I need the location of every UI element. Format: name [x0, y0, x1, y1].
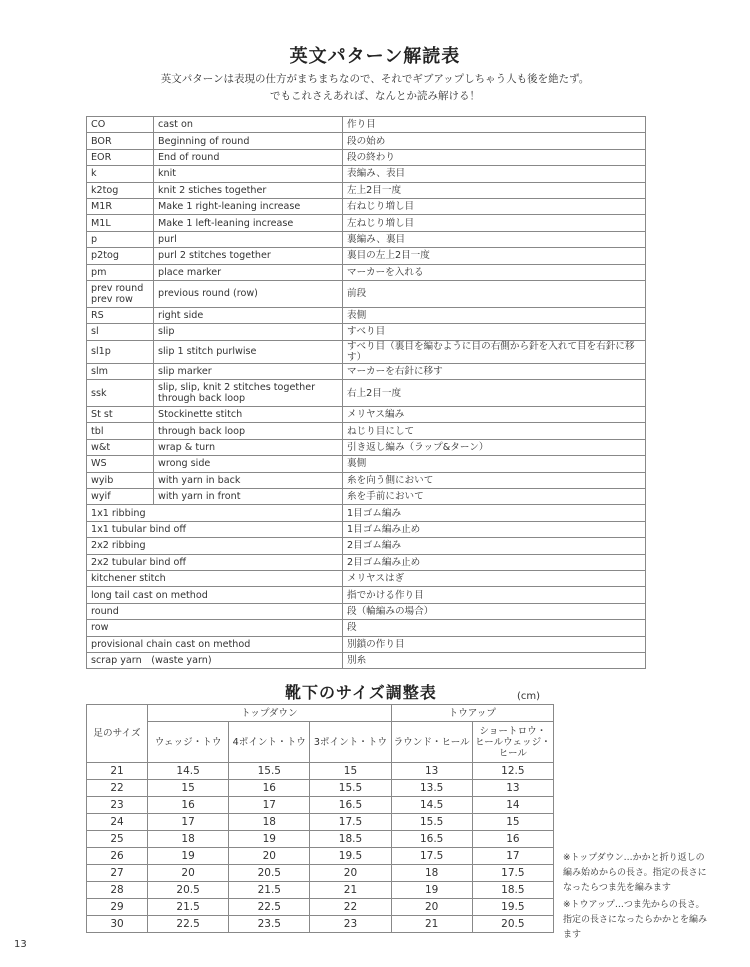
- pattern-abbr: w&t: [87, 439, 154, 455]
- length-cell: 23: [310, 916, 391, 933]
- pattern-abbr: EOR: [87, 149, 154, 165]
- pattern-row: [87, 248, 646, 264]
- pattern-japanese: 前段: [343, 280, 646, 307]
- pattern-abbr: k2tog: [87, 182, 154, 198]
- size-column-header: 3ポイント・トウ: [310, 722, 391, 763]
- pattern-english: slip marker: [154, 363, 343, 379]
- pattern-japanese: 裏側: [343, 456, 646, 472]
- shoe-size-cell: 29: [87, 899, 148, 916]
- pattern-english: slip 1 stitch purlwise: [154, 340, 343, 363]
- pattern-row: [87, 340, 646, 363]
- pattern-japanese: すべり目: [343, 324, 646, 340]
- length-cell: 18: [229, 814, 310, 831]
- pattern-abbr: M1L: [87, 215, 154, 231]
- pattern-japanese: 左ねじり増し目: [343, 215, 646, 231]
- length-cell: 23.5: [229, 916, 310, 933]
- pattern-japanese: すべり目（裏目を編むように目の右側から針を入れて目を右針に移す）: [343, 340, 646, 363]
- pattern-term: kitchener stitch: [87, 570, 343, 586]
- note-toe-up: ※トウアップ…つま先からの長さ。指定の長さになったらかかとを編みます: [563, 900, 708, 940]
- size-row: [87, 848, 554, 865]
- shoe-size-cell: 27: [87, 865, 148, 882]
- pattern-japanese: 段: [343, 620, 646, 636]
- length-cell: 19: [148, 848, 229, 865]
- length-cell: 16: [148, 797, 229, 814]
- pattern-term: provisional chain cast on method: [87, 636, 343, 652]
- length-cell: 14.5: [148, 763, 229, 780]
- length-cell: 16: [472, 831, 553, 848]
- pattern-english: slip, slip, knit 2 stitches together through back loop: [154, 380, 343, 407]
- pattern-japanese: 表編み、表目: [343, 166, 646, 182]
- pattern-japanese: 左上2目一度: [343, 182, 646, 198]
- page-number: 13: [14, 939, 27, 950]
- pattern-term: scrap yarn (waste yarn): [87, 652, 343, 668]
- size-row: [87, 831, 554, 848]
- length-cell: 16.5: [391, 831, 472, 848]
- pattern-english: place marker: [154, 264, 343, 280]
- pattern-row: [87, 423, 646, 439]
- length-cell: 21: [310, 882, 391, 899]
- pattern-row: [87, 149, 646, 165]
- size-column-header: 4ポイント・トウ: [229, 722, 310, 763]
- pattern-row: [87, 363, 646, 379]
- pattern-japanese: 段の終わり: [343, 149, 646, 165]
- pattern-row: [87, 117, 646, 133]
- pattern-english: Make 1 right-leaning increase: [154, 198, 343, 214]
- length-cell: 17: [229, 797, 310, 814]
- pattern-row: [87, 603, 646, 619]
- pattern-abbr: slm: [87, 363, 154, 379]
- size-row: [87, 899, 554, 916]
- pattern-english: knit 2 stiches together: [154, 182, 343, 198]
- size-column-header: ウェッジ・トウ: [148, 722, 229, 763]
- length-cell: 20.5: [229, 865, 310, 882]
- pattern-row: [87, 554, 646, 570]
- length-cell: 18.5: [310, 831, 391, 848]
- length-cell: 17.5: [472, 865, 553, 882]
- group-toe-up: トウアップ: [391, 705, 553, 722]
- pattern-row: [87, 407, 646, 423]
- pattern-row: [87, 198, 646, 214]
- length-cell: 19: [229, 831, 310, 848]
- length-cell: 13: [391, 763, 472, 780]
- shoe-size-cell: 21: [87, 763, 148, 780]
- pattern-abbr: prev round prev row: [87, 280, 154, 307]
- size-row: [87, 780, 554, 797]
- pattern-row: [87, 215, 646, 231]
- pattern-row: [87, 380, 646, 407]
- pattern-term: round: [87, 603, 343, 619]
- length-cell: 22: [310, 899, 391, 916]
- pattern-japanese: 引き返し編み（ラップ&ターン）: [343, 439, 646, 455]
- pattern-term: 1x1 tubular bind off: [87, 521, 343, 537]
- pattern-english: with yarn in front: [154, 489, 343, 505]
- length-cell: 18: [148, 831, 229, 848]
- length-cell: 16.5: [310, 797, 391, 814]
- pattern-row: [87, 133, 646, 149]
- length-cell: 18: [391, 865, 472, 882]
- pattern-english: wrong side: [154, 456, 343, 472]
- pattern-abbr: M1R: [87, 198, 154, 214]
- shoe-size-cell: 25: [87, 831, 148, 848]
- pattern-abbr: p: [87, 231, 154, 247]
- size-column-header: ラウンド・ヒール: [391, 722, 472, 763]
- length-cell: 13: [472, 780, 553, 797]
- shoe-size-cell: 26: [87, 848, 148, 865]
- length-cell: 17: [148, 814, 229, 831]
- pattern-row: [87, 587, 646, 603]
- size-table-unit: (cm): [517, 691, 541, 702]
- pattern-japanese: 糸を向う側において: [343, 472, 646, 488]
- pattern-japanese: 別鎖の作り目: [343, 636, 646, 652]
- pattern-abbr: WS: [87, 456, 154, 472]
- pattern-japanese: 糸を手前において: [343, 489, 646, 505]
- pattern-row: [87, 472, 646, 488]
- size-row: [87, 814, 554, 831]
- size-row: [87, 882, 554, 899]
- length-cell: 20: [229, 848, 310, 865]
- pattern-abbr: RS: [87, 307, 154, 323]
- pattern-row: [87, 489, 646, 505]
- length-cell: 19.5: [310, 848, 391, 865]
- pattern-japanese: 1目ゴム編み止め: [343, 521, 646, 537]
- pattern-row: [87, 166, 646, 182]
- pattern-row: [87, 538, 646, 554]
- pattern-japanese: メリヤスはぎ: [343, 570, 646, 586]
- pattern-row: [87, 456, 646, 472]
- pattern-term: long tail cast on method: [87, 587, 343, 603]
- pattern-japanese: 1目ゴム編み: [343, 505, 646, 521]
- length-cell: 15: [148, 780, 229, 797]
- size-table-group-row: [87, 705, 554, 722]
- pattern-row: [87, 505, 646, 521]
- pattern-japanese: 2目ゴム編み止め: [343, 554, 646, 570]
- pattern-japanese: マーカーを右針に移す: [343, 363, 646, 379]
- pattern-abbr: St st: [87, 407, 154, 423]
- pattern-term: 2x2 ribbing: [87, 538, 343, 554]
- pattern-table: [86, 116, 646, 669]
- pattern-row: [87, 324, 646, 340]
- length-cell: 15.5: [391, 814, 472, 831]
- length-cell: 14.5: [391, 797, 472, 814]
- shoe-size-cell: 23: [87, 797, 148, 814]
- pattern-japanese: 表側: [343, 307, 646, 323]
- length-cell: 22.5: [229, 899, 310, 916]
- shoe-size-header: 足のサイズ: [87, 705, 148, 763]
- length-cell: 17.5: [391, 848, 472, 865]
- length-cell: 20.5: [148, 882, 229, 899]
- pattern-abbr: pm: [87, 264, 154, 280]
- shoe-size-cell: 22: [87, 780, 148, 797]
- size-row: [87, 865, 554, 882]
- pattern-japanese: 裏目の左上2目一度: [343, 248, 646, 264]
- pattern-english: previous round (row): [154, 280, 343, 307]
- pattern-english: through back loop: [154, 423, 343, 439]
- pattern-abbr: sl: [87, 324, 154, 340]
- length-cell: 20: [310, 865, 391, 882]
- pattern-row: [87, 280, 646, 307]
- pattern-english: purl 2 stitches together: [154, 248, 343, 264]
- pattern-abbr: CO: [87, 117, 154, 133]
- length-cell: 19.5: [472, 899, 553, 916]
- pattern-japanese: 別糸: [343, 652, 646, 668]
- size-row: [87, 916, 554, 933]
- pattern-japanese: メリヤス編み: [343, 407, 646, 423]
- pattern-row: [87, 307, 646, 323]
- pattern-abbr: k: [87, 166, 154, 182]
- pattern-abbr: wyif: [87, 489, 154, 505]
- size-table-title: 靴下のサイズ調整表: [285, 683, 437, 702]
- pattern-english: Beginning of round: [154, 133, 343, 149]
- pattern-japanese: 指でかける作り目: [343, 587, 646, 603]
- pattern-japanese: 2目ゴム編み: [343, 538, 646, 554]
- length-cell: 12.5: [472, 763, 553, 780]
- pattern-english: right side: [154, 307, 343, 323]
- pattern-row: [87, 652, 646, 668]
- note-top-down: ※トップダウン…かかと折り返しの編み始めからの長さ。指定の長さになったらつま先を編みます: [563, 853, 707, 893]
- pattern-english: wrap & turn: [154, 439, 343, 455]
- size-row: [87, 797, 554, 814]
- pattern-term: row: [87, 620, 343, 636]
- pattern-row: [87, 620, 646, 636]
- pattern-english: knit: [154, 166, 343, 182]
- intro-line-1: 英文パターンは表現の仕方がまちまちなので、それでギブアップしちゃう人も後を絶たず。: [160, 73, 590, 85]
- pattern-row: [87, 636, 646, 652]
- length-cell: 15: [472, 814, 553, 831]
- pattern-term: 2x2 tubular bind off: [87, 554, 343, 570]
- length-cell: 20.5: [472, 916, 553, 933]
- pattern-row: [87, 231, 646, 247]
- pattern-japanese: 段（輪編みの場合）: [343, 603, 646, 619]
- pattern-abbr: p2tog: [87, 248, 154, 264]
- pattern-abbr: sl1p: [87, 340, 154, 363]
- page-title: 英文パターン解読表: [289, 46, 461, 67]
- pattern-abbr: tbl: [87, 423, 154, 439]
- length-cell: 13.5: [391, 780, 472, 797]
- length-cell: 21.5: [148, 899, 229, 916]
- pattern-english: Stockinette stitch: [154, 407, 343, 423]
- length-cell: 15: [310, 763, 391, 780]
- pattern-japanese: ねじり目にして: [343, 423, 646, 439]
- shoe-size-cell: 28: [87, 882, 148, 899]
- pattern-row: [87, 521, 646, 537]
- length-cell: 20: [391, 899, 472, 916]
- pattern-english: with yarn in back: [154, 472, 343, 488]
- length-cell: 18.5: [472, 882, 553, 899]
- length-cell: 21.5: [229, 882, 310, 899]
- pattern-english: End of round: [154, 149, 343, 165]
- pattern-abbr: wyib: [87, 472, 154, 488]
- length-cell: 16: [229, 780, 310, 797]
- length-cell: 15.5: [229, 763, 310, 780]
- length-cell: 17.5: [310, 814, 391, 831]
- pattern-japanese: マーカーを入れる: [343, 264, 646, 280]
- length-cell: 15.5: [310, 780, 391, 797]
- pattern-row: [87, 439, 646, 455]
- pattern-japanese: 段の始め: [343, 133, 646, 149]
- length-cell: 17: [472, 848, 553, 865]
- length-cell: 20: [148, 865, 229, 882]
- size-table: [86, 704, 554, 933]
- length-cell: 14: [472, 797, 553, 814]
- size-column-header: ショートロウ・ ヒールウェッジ・ ヒール: [472, 722, 553, 763]
- pattern-english: purl: [154, 231, 343, 247]
- pattern-japanese: 裏編み、裏目: [343, 231, 646, 247]
- pattern-japanese: 右ねじり増し目: [343, 198, 646, 214]
- intro-line-2: でもこれさえあれば、なんとか読み解ける！: [270, 90, 480, 102]
- pattern-japanese: 作り目: [343, 117, 646, 133]
- length-cell: 21: [391, 916, 472, 933]
- pattern-english: Make 1 left-leaning increase: [154, 215, 343, 231]
- pattern-row: [87, 570, 646, 586]
- pattern-term: 1x1 ribbing: [87, 505, 343, 521]
- length-cell: 22.5: [148, 916, 229, 933]
- pattern-abbr: BOR: [87, 133, 154, 149]
- pattern-japanese: 右上2目一度: [343, 380, 646, 407]
- shoe-size-cell: 24: [87, 814, 148, 831]
- size-row: [87, 763, 554, 780]
- pattern-abbr: ssk: [87, 380, 154, 407]
- size-table-column-row: [87, 722, 554, 763]
- pattern-row: [87, 264, 646, 280]
- pattern-row: [87, 182, 646, 198]
- length-cell: 19: [391, 882, 472, 899]
- pattern-english: cast on: [154, 117, 343, 133]
- group-top-down: トップダウン: [148, 705, 392, 722]
- pattern-english: slip: [154, 324, 343, 340]
- shoe-size-cell: 30: [87, 916, 148, 933]
